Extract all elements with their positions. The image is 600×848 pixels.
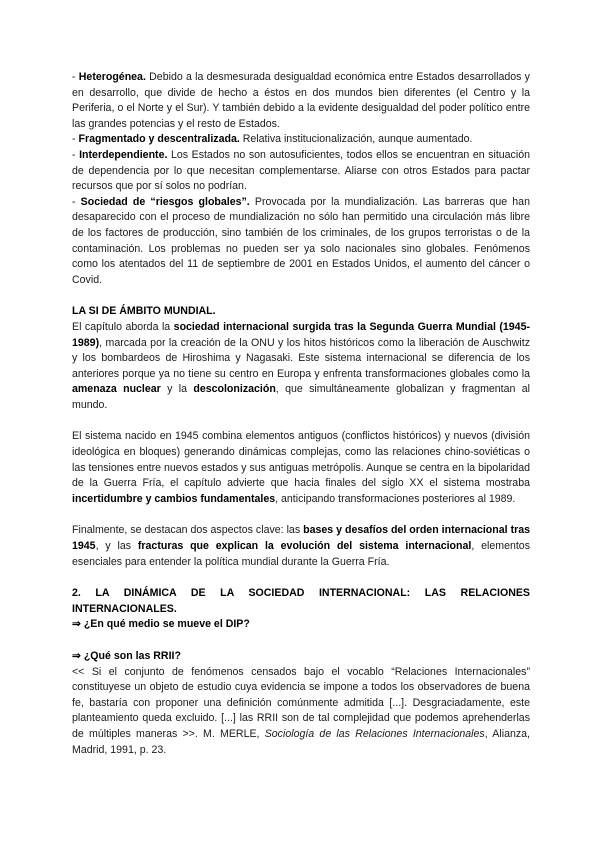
feature-item-heterogenea: - Heterogénea. Debido a la desmesurada desigualdad económica entre Estados desarrollados y en desarrollo, que divide de hecho a éstos en dos mundos bien diferentes (el Centro y la Periferia, o el Norte y el Sur). Y también debido a la evidente desigualdad del poder político entre las grandes potencias y el resto de Estados.: [72, 71, 530, 130]
feature-item-fragmentado: - Fragmentado y descentralizada. Relativa institucionalización, aunque aumentado.: [72, 133, 473, 146]
feature-title: Fragmentado y descentralizada.: [78, 133, 240, 146]
feature-item-interdependiente: - Interdependiente. Los Estados no son autosuficientes, todos ellos se encuentran en situación de dependencia por lo que necesitan complementarse. Aliarse con otros Estados para pactar recursos que por sí solos no podrían.: [72, 148, 530, 193]
question-medio-dip: ⇒ ¿En qué medio se mueve el DIP?: [72, 618, 250, 631]
section-heading-si-mundial: LA SI DE ÁMBITO MUNDIAL.: [72, 305, 216, 318]
section-heading-dinamica: 2. LA DINÁMICA DE LA SOCIEDAD INTERNACIONAL: LAS RELACIONES INTERNACIONALES.: [72, 587, 530, 615]
document-page: [72, 70, 530, 758]
paragraph-sistema-1945: El sistema nacido en 1945 combina elementos antiguos (conflictos históricos) y nuevos (división ideológica en bloques) generando dinámicas complejas, como las relaciones chino-soviéticas o las tensiones entre nuevos estados y sus antiguas metrópolis. Aunque se centra en la bipolaridad de la Guerra Fría, el capítulo advierte que hacia finales del siglo XX el sistema mostraba incertidumbre y cambios fundamentales, anticipando transformaciones posteriores al 1989.: [72, 430, 530, 505]
feature-title: Heterogénea.: [78, 71, 146, 83]
quote-merle: << Si el conjunto de fenómenos censados bajo el vocablo “Relaciones Internacionales” constituyese un objeto de estudio cuya evidencia se impone a todos los observadores de buena fe, bastaría con proponer una definición comúnmente admitida [...]. Desgraciadamente, este planteamiento queda excluido. [...] las RRII son de tal complejidad que podemos aprehenderlas de múltiples maneras >>. M. MERLE, Sociología de las Relaciones Internacionales, Alianza, Madrid, 1991, p. 23.: [72, 665, 530, 756]
question-que-son-rrii: ⇒ ¿Qué son las RRII?: [72, 650, 181, 662]
feature-title: Sociedad de “riesgos globales”.: [80, 195, 250, 208]
paragraph-intro: El capítulo aborda la sociedad internacional surgida tras la Segunda Guerra Mundial (1945-1989), marcada por la creación de la ONU y los hitos históricos como la liberación de Auschwitz y los bombardeos de Hiroshima y Nagasaki. Este sistema internacional se diferencia de los anteriores porque ya no tiene su centro en Europa y enfrenta transformaciones globales como la amenaza nuclear y la descolonización, que simultáneamente globalizan y fragmentan al mundo.: [72, 320, 530, 411]
feature-item-riesgos-globales: - Sociedad de “riesgos globales”. Provocada por la mundialización. Las barreras que han desaparecido con el proceso de mundialización no sólo han permitido una circulación más libre de los factores de producción, sino también de los criminales, de los grupos terroristas o de la contaminación. Los problemas no pueden ser ya solo nacionales sino globales. Fenómenos como los atentados del 11 de septiembre de 2001 en Estados Unidos, el aumento del cáncer o Covid.: [72, 195, 530, 286]
feature-title: Interdependiente.: [79, 148, 168, 161]
paragraph-finalmente: Finalmente, se destacan dos aspectos clave: las bases y desafíos del orden internacional tras 1945, y las fracturas que explican la evolución del sistema internacional, elementos esenciales para entender la política mundial durante la Guerra Fría.: [72, 524, 531, 568]
